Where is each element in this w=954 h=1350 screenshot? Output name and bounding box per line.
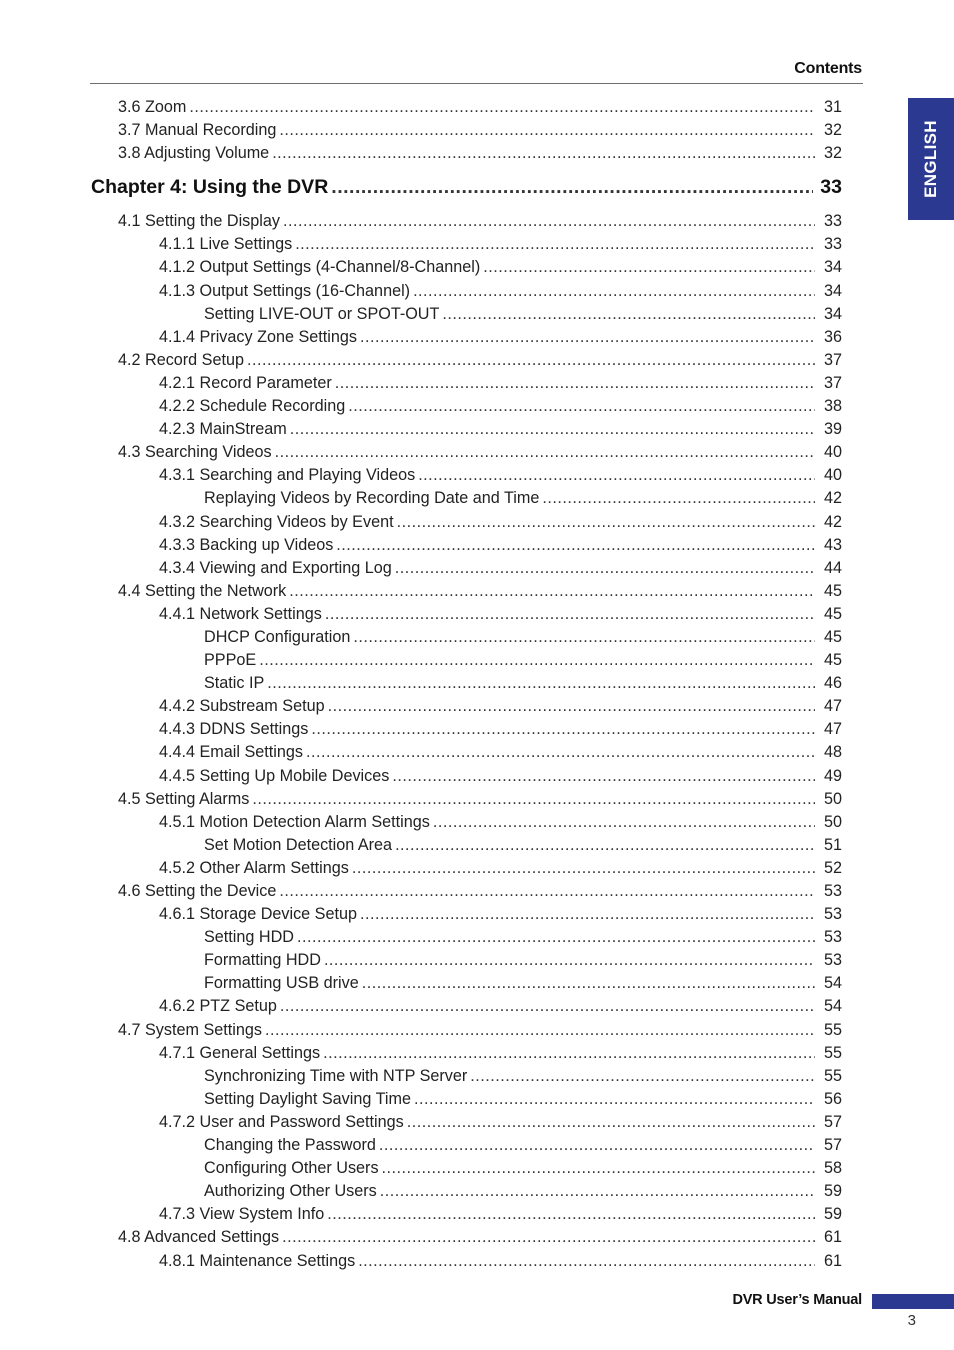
toc-dot-leader — [483, 256, 815, 279]
toc-entry-page: 55 — [823, 1066, 842, 1085]
toc-entry-label: 4.2.1 Record Parameter — [159, 373, 332, 392]
toc-entry-label: 4.3.1 Searching and Playing Videos — [159, 466, 416, 485]
toc-chapter-heading[interactable] — [0, 165, 954, 210]
toc-entry-page: 34 — [823, 258, 842, 277]
toc-entry[interactable] — [0, 487, 954, 510]
toc-entry-page: 37 — [823, 373, 842, 392]
toc-dot-leader — [265, 1019, 815, 1042]
toc-entry-page: 45 — [823, 581, 842, 600]
toc-entry[interactable] — [0, 695, 954, 718]
toc-entry-label: 4.2 Record Setup — [118, 350, 244, 369]
toc-entry-label: 4.3.4 Viewing and Exporting Log — [159, 558, 392, 577]
toc-entry[interactable] — [0, 256, 954, 279]
toc-entry-label: Chapter 4: Using the DVR — [91, 176, 329, 199]
toc-dot-leader — [414, 1088, 815, 1111]
toc-dot-leader — [189, 96, 815, 119]
toc-dot-leader — [272, 142, 815, 165]
toc-dot-leader — [283, 210, 815, 233]
toc-entry-page: 55 — [823, 1043, 842, 1062]
toc-dot-leader — [327, 1203, 815, 1226]
toc-dot-leader — [433, 811, 815, 834]
header-title: Contents — [794, 60, 862, 77]
toc-entry-page: 51 — [823, 835, 842, 854]
toc-entry[interactable] — [0, 857, 954, 880]
toc-entry-label: 4.4.2 Substream Setup — [159, 697, 325, 716]
toc-entry-page: 42 — [823, 489, 842, 508]
toc-dot-leader — [418, 464, 815, 487]
toc-entry-page: 42 — [823, 512, 842, 531]
toc-entry[interactable] — [0, 1180, 954, 1203]
toc-entry-label: 4.1.4 Privacy Zone Settings — [159, 327, 357, 346]
toc-entry-page: 36 — [823, 327, 842, 346]
toc-entry[interactable] — [0, 349, 954, 372]
toc-entry-label: 4.2.3 MainStream — [159, 420, 287, 439]
toc-entry-page: 45 — [823, 604, 842, 623]
toc-entry-label: Set Motion Detection Area — [204, 835, 393, 854]
toc-entry-page: 45 — [823, 651, 842, 670]
toc-entry[interactable] — [0, 1226, 954, 1249]
toc-entry[interactable] — [0, 880, 954, 903]
toc-dot-leader — [279, 880, 815, 903]
toc-entry-label: 4.3.2 Searching Videos by Event — [159, 512, 394, 531]
toc-entry-label: Formatting USB drive — [204, 974, 359, 993]
toc-entry-page: 33 — [823, 212, 842, 231]
toc-entry-label: 4.1.2 Output Settings (4-Channel/8-Channel) — [159, 258, 481, 277]
toc-entry-page: 56 — [823, 1089, 842, 1108]
toc-entry-label: Synchronizing Time with NTP Server — [204, 1066, 468, 1085]
toc-dot-leader — [392, 765, 815, 788]
toc-entry-page: 47 — [823, 720, 842, 739]
toc-entry-label: Setting Daylight Saving Time — [204, 1089, 411, 1108]
toc-entry-page: 57 — [823, 1136, 842, 1155]
toc-entry-page: 32 — [823, 121, 842, 140]
toc-entry[interactable] — [0, 788, 954, 811]
page-number: 3 — [907, 1312, 916, 1329]
toc-entry-label: 3.8 Adjusting Volume — [118, 144, 270, 163]
toc-dot-leader — [267, 672, 815, 695]
toc-dot-leader — [360, 326, 815, 349]
toc-entry-page: 34 — [823, 304, 842, 323]
toc-entry-page: 59 — [823, 1205, 842, 1224]
toc-entry-page: 61 — [823, 1251, 842, 1270]
toc-dot-leader — [306, 741, 815, 764]
toc-entry-label: 4.3.3 Backing up Videos — [159, 535, 334, 554]
toc-dot-leader — [297, 926, 815, 949]
toc-dot-leader — [362, 972, 815, 995]
toc-entry-page: 53 — [823, 928, 842, 947]
toc-entry-label: 4.6.2 PTZ Setup — [159, 997, 277, 1016]
toc-entry-label: DHCP Configuration — [204, 627, 351, 646]
toc-dot-leader — [395, 557, 815, 580]
toc-entry[interactable] — [0, 1203, 954, 1226]
toc-dot-leader — [413, 280, 815, 303]
toc-entry-label: 4.6.1 Storage Device Setup — [159, 905, 357, 924]
toc-entry-label: Setting HDD — [204, 928, 294, 947]
toc-entry-page: 57 — [823, 1112, 842, 1131]
toc-entry[interactable] — [0, 1065, 954, 1088]
toc-entry-label: 4.8 Advanced Settings — [118, 1228, 280, 1247]
toc-entry-page: 46 — [823, 674, 842, 693]
toc-entry[interactable] — [0, 649, 954, 672]
toc-entry[interactable] — [0, 142, 954, 165]
toc-entry-label: 4.4.1 Network Settings — [159, 604, 322, 623]
toc-dot-leader — [324, 949, 815, 972]
toc-entry[interactable] — [0, 903, 954, 926]
toc-entry[interactable] — [0, 441, 954, 464]
toc-entry[interactable] — [0, 210, 954, 233]
toc-dot-leader — [397, 511, 815, 534]
toc-dot-leader — [259, 649, 815, 672]
toc-entry-label: Static IP — [204, 674, 265, 693]
toc-entry-page: 53 — [823, 951, 842, 970]
toc-entry-label: 4.4 Setting the Network — [118, 581, 287, 600]
toc-entry-page: 52 — [823, 858, 842, 877]
toc-dot-leader — [279, 119, 815, 142]
toc-dot-leader — [247, 349, 815, 372]
toc-entry-label: 3.7 Manual Recording — [118, 121, 277, 140]
toc-entry-page: 43 — [823, 535, 842, 554]
toc-entry[interactable] — [0, 233, 954, 256]
toc-entry[interactable] — [0, 580, 954, 603]
toc-entry[interactable] — [0, 834, 954, 857]
header-rule — [90, 83, 863, 84]
toc-entry-label: 4.2.2 Schedule Recording — [159, 397, 346, 416]
toc-entry[interactable] — [0, 811, 954, 834]
toc-entry[interactable] — [0, 96, 954, 119]
toc-entry-page: 45 — [823, 627, 842, 646]
toc-entry[interactable] — [0, 418, 954, 441]
table-of-contents — [0, 96, 954, 1273]
toc-entry[interactable] — [0, 972, 954, 995]
toc-dot-leader — [379, 1134, 815, 1157]
toc-dot-leader — [275, 441, 815, 464]
toc-entry[interactable] — [0, 1042, 954, 1065]
toc-entry-label: 4.7.2 User and Password Settings — [159, 1112, 404, 1131]
toc-entry-page: 53 — [823, 905, 842, 924]
toc-entry[interactable] — [0, 1250, 954, 1273]
toc-entry[interactable] — [0, 741, 954, 764]
toc-entry-label: 4.7.1 General Settings — [159, 1043, 321, 1062]
toc-entry[interactable] — [0, 718, 954, 741]
toc-entry-label: Replaying Videos by Recording Date and Time — [204, 489, 540, 508]
toc-dot-leader — [407, 1111, 815, 1134]
toc-entry-label: Changing the Password — [204, 1136, 376, 1155]
toc-entry-page: 38 — [823, 397, 842, 416]
toc-entry-page: 47 — [823, 697, 842, 716]
toc-entry-label: 4.1.1 Live Settings — [159, 235, 293, 254]
toc-dot-leader — [380, 1180, 815, 1203]
toc-entry-label: 4.5.2 Other Alarm Settings — [159, 858, 349, 877]
toc-dot-leader — [336, 534, 815, 557]
toc-entry-page: 58 — [823, 1159, 842, 1178]
toc-dot-leader — [352, 857, 815, 880]
toc-entry[interactable] — [0, 1134, 954, 1157]
toc-entry-label: 3.6 Zoom — [118, 98, 187, 116]
toc-entry-page: 37 — [823, 350, 842, 369]
toc-dot-leader — [289, 580, 815, 603]
toc-dot-leader — [331, 165, 813, 210]
toc-entry-page: 44 — [823, 558, 842, 577]
toc-dot-leader — [323, 1042, 815, 1065]
toc-entry[interactable] — [0, 1111, 954, 1134]
toc-dot-leader — [542, 487, 815, 510]
toc-entry-page: 33 — [820, 176, 842, 199]
toc-entry[interactable] — [0, 511, 954, 534]
toc-dot-leader — [290, 418, 815, 441]
toc-entry[interactable] — [0, 464, 954, 487]
toc-entry-page: 32 — [823, 144, 842, 163]
toc-dot-leader — [360, 903, 815, 926]
toc-entry-page: 31 — [823, 98, 842, 116]
toc-entry-page: 48 — [823, 743, 842, 762]
toc-dot-leader — [470, 1065, 815, 1088]
toc-dot-leader — [335, 372, 815, 395]
toc-entry[interactable] — [0, 995, 954, 1018]
toc-dot-leader — [442, 303, 815, 326]
toc-entry[interactable] — [0, 280, 954, 303]
toc-dot-leader — [353, 626, 815, 649]
toc-dot-leader — [395, 834, 815, 857]
toc-dot-leader — [382, 1157, 815, 1180]
toc-entry-label: 4.1.3 Output Settings (16-Channel) — [159, 281, 411, 300]
toc-entry-page: 59 — [823, 1182, 842, 1201]
toc-entry-page: 50 — [823, 812, 842, 831]
toc-entry-label: 4.6 Setting the Device — [118, 882, 277, 900]
toc-entry[interactable] — [0, 534, 954, 557]
toc-entry[interactable] — [0, 119, 954, 142]
toc-entry[interactable] — [0, 765, 954, 788]
toc-entry-label: 4.8.1 Maintenance Settings — [159, 1251, 356, 1270]
toc-dot-leader — [280, 995, 815, 1018]
footer-accent-bar — [872, 1294, 954, 1309]
toc-entry[interactable] — [0, 303, 954, 326]
toc-entry-label: 4.7.3 View System Info — [159, 1205, 325, 1224]
toc-dot-leader — [295, 233, 815, 256]
toc-entry-label: 4.5 Setting Alarms — [118, 789, 250, 808]
toc-entry-label: 4.4.5 Setting Up Mobile Devices — [159, 766, 390, 785]
toc-entry-page: 33 — [823, 235, 842, 254]
toc-entry-label: Formatting HDD — [204, 951, 321, 970]
toc-entry[interactable] — [0, 395, 954, 418]
toc-entry[interactable] — [0, 926, 954, 949]
toc-entry[interactable] — [0, 672, 954, 695]
toc-entry[interactable] — [0, 1088, 954, 1111]
toc-entry-page: 55 — [823, 1020, 842, 1039]
toc-entry-label: 4.1 Setting the Display — [118, 212, 280, 231]
toc-entry-page: 39 — [823, 420, 842, 439]
toc-dot-leader — [358, 1250, 815, 1273]
toc-entry-page: 49 — [823, 766, 842, 785]
toc-entry-label: Authorizing Other Users — [204, 1182, 377, 1201]
toc-entry-page: 40 — [823, 443, 842, 462]
toc-entry-label: 4.3 Searching Videos — [118, 443, 272, 462]
toc-entry-label: 4.5.1 Motion Detection Alarm Settings — [159, 812, 430, 831]
toc-entry-label: Configuring Other Users — [204, 1159, 379, 1178]
language-tab-label: ENGLISH — [921, 120, 941, 198]
toc-dot-leader — [328, 695, 815, 718]
toc-entry-label: 4.4.4 Email Settings — [159, 743, 303, 762]
toc-entry-page: 53 — [823, 882, 842, 900]
toc-entry-page: 61 — [823, 1228, 842, 1247]
toc-entry-page: 54 — [823, 974, 842, 993]
toc-dot-leader — [348, 395, 815, 418]
toc-entry[interactable] — [0, 949, 954, 972]
toc-entry[interactable] — [0, 1019, 954, 1042]
toc-entry[interactable] — [0, 326, 954, 349]
toc-entry-page: 40 — [823, 466, 842, 485]
toc-entry[interactable] — [0, 626, 954, 649]
toc-dot-leader — [282, 1226, 815, 1249]
toc-entry-page: 50 — [823, 789, 842, 808]
toc-dot-leader — [252, 788, 815, 811]
toc-dot-leader — [311, 718, 815, 741]
toc-dot-leader — [325, 603, 815, 626]
toc-entry-label: PPPoE — [204, 651, 257, 670]
toc-entry[interactable] — [0, 1157, 954, 1180]
toc-entry-page: 34 — [823, 281, 842, 300]
toc-entry[interactable] — [0, 372, 954, 395]
toc-entry-label: 4.4.3 DDNS Settings — [159, 720, 309, 739]
toc-entry-label: Setting LIVE-OUT or SPOT-OUT — [204, 304, 440, 323]
toc-entry[interactable] — [0, 603, 954, 626]
toc-entry-label: 4.7 System Settings — [118, 1020, 262, 1039]
footer-title: DVR User’s Manual — [732, 1292, 862, 1308]
toc-entry[interactable] — [0, 557, 954, 580]
toc-entry-page: 54 — [823, 997, 842, 1016]
